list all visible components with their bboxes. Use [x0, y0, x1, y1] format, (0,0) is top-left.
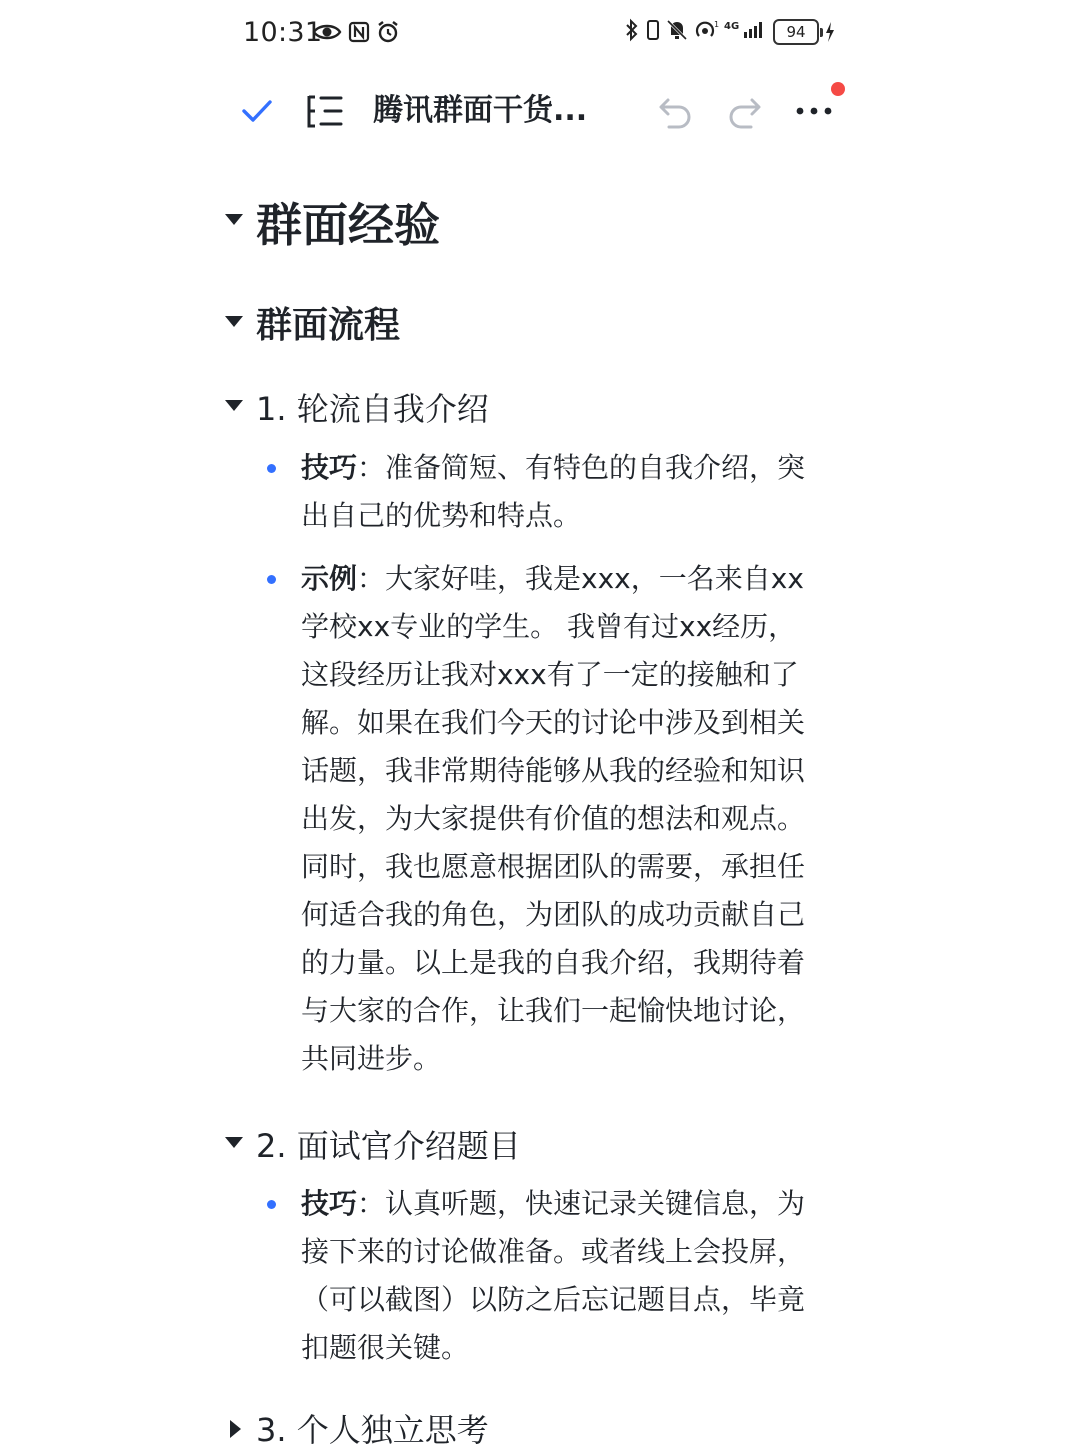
bullet-text: 准备简短、有特色的自我介绍，突出自己的优势和特点。 — [301, 451, 806, 532]
vibrate-icon — [645, 18, 661, 46]
heading-2[interactable]: 群面流程 — [256, 305, 401, 346]
outline-icon — [305, 93, 345, 129]
charging-icon — [823, 20, 837, 44]
bullet-text: 认真听题，快速记录关键信息，为接下来的讨论做准备。或者线上会投屏，（可以截图）以防之后忘记题目点，毕竟扣题很关键。 — [301, 1187, 806, 1364]
alarm-icon — [376, 20, 400, 48]
notification-dot — [831, 82, 845, 96]
hotspot-icon — [693, 18, 719, 46]
heading-3-section-1[interactable]: 1. 轮流自我介绍 — [256, 390, 489, 428]
collapse-caret-icon[interactable] — [225, 316, 243, 327]
network-type: 4G — [724, 21, 740, 32]
bullet-text: 大家好哇，我是xxx，一名来自xx学校xx专业的学生。 我曾有过xx经历，这段经历让我对xxx有了一定的接触和了解。如果在我们今天的讨论中涉及到相关话题，我非常期待能够从我的经验和知识出发，为大家提供有价值的想法和观点。同时，我也愿意根据团队的需要，承担任何适合我的角色，为团队的成功贡献自己的力量。以上是我的自我介绍，我期待着与大家的合作，让我们一起愉快地讨论，共同进步。 — [301, 562, 806, 1075]
bullet-label: 技巧 — [301, 1187, 358, 1220]
heading-1[interactable]: 群面经验 — [256, 198, 440, 252]
heading-3-section-2[interactable]: 2. 面试官介绍题目 — [256, 1127, 521, 1165]
list-item[interactable] — [301, 444, 821, 540]
eye-icon — [312, 21, 342, 47]
signal-icon — [724, 18, 768, 46]
nfc-icon — [348, 21, 370, 47]
redo-icon — [725, 92, 763, 130]
bullet-label: 技巧 — [301, 451, 358, 484]
bullet-dot — [267, 575, 276, 584]
bullet-dot — [267, 464, 276, 473]
bullet-dot — [267, 1200, 276, 1209]
mute-icon — [666, 18, 688, 46]
more-button[interactable] — [795, 66, 835, 156]
bullet-separator: ： — [357, 562, 386, 595]
undo-icon — [657, 92, 695, 130]
more-icon — [795, 105, 835, 117]
status-left-icons — [312, 20, 400, 48]
doc-toolbar — [0, 66, 1080, 156]
redo-button[interactable] — [725, 66, 763, 156]
status-bar — [0, 0, 1080, 66]
list-item[interactable] — [301, 1180, 821, 1372]
bullet-separator: ： — [357, 451, 386, 484]
battery-icon — [773, 19, 837, 45]
status-right-icons — [624, 18, 837, 46]
bluetooth-icon — [624, 18, 640, 46]
collapse-caret-icon[interactable] — [225, 400, 243, 411]
check-icon — [240, 94, 274, 128]
done-button[interactable] — [240, 66, 274, 156]
outline-button[interactable] — [305, 66, 345, 156]
collapse-caret-icon[interactable] — [225, 1137, 243, 1148]
heading-3-section-3[interactable]: 3. 个人独立思考 — [256, 1411, 489, 1449]
svg-text:1: 1 — [714, 20, 719, 29]
battery-level: 94 — [773, 19, 819, 45]
undo-button[interactable] — [657, 66, 695, 156]
doc-title[interactable]: 腾讯群面干货... — [373, 93, 588, 128]
expand-caret-icon[interactable] — [230, 1420, 241, 1438]
bullet-separator: ： — [357, 1187, 386, 1220]
collapse-caret-icon[interactable] — [225, 214, 243, 225]
status-time: 10:31 — [243, 17, 323, 48]
list-item[interactable] — [301, 555, 821, 1083]
bullet-label: 示例 — [301, 562, 358, 595]
